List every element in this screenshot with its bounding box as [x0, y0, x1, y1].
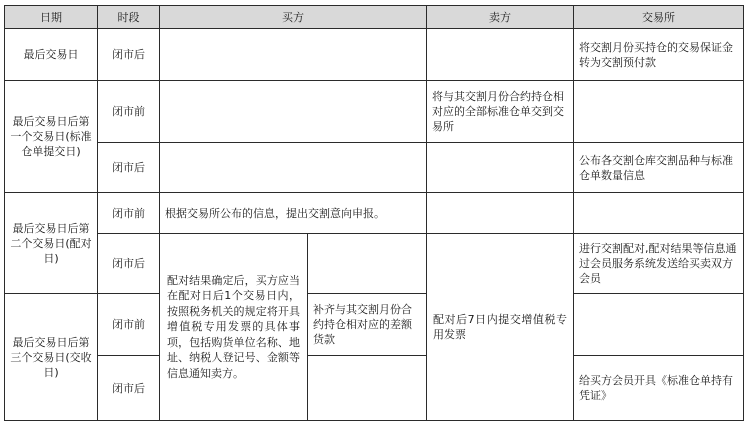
header-seller: 卖方: [427, 6, 574, 29]
table-row: [5, 294, 744, 356]
table-row: [5, 356, 744, 421]
exchange-cell: [574, 81, 744, 143]
header-exchange: 交易所: [574, 6, 744, 29]
buyer-cell: [160, 29, 427, 81]
delivery-schedule-table: [4, 5, 744, 421]
exchange-cell: [574, 193, 744, 234]
date-cell-last-trading-day: 最后交易日: [5, 29, 98, 81]
session-cell: 闭市前: [98, 193, 160, 234]
exchange-cell: 进行交割配对,配对结果等信息通过会员服务系统发送给买卖双方会员: [574, 234, 744, 294]
session-cell: 闭市后: [98, 143, 160, 193]
exchange-cell: [574, 294, 744, 356]
table-row: [5, 143, 744, 193]
buyer-notice-cell: 配对结果确定后，买方应当在配对日后1个交易日内，按照税务机关的规定将开具增值税专用发票的具体事项，包括购货单位名称、地址、纳税人登记号、金额等信息通知卖方。: [160, 234, 308, 421]
session-cell: 闭市后: [98, 234, 160, 294]
buyer-sub-cell: [308, 356, 427, 421]
buyer-cell: [160, 81, 427, 143]
header-date: 日期: [5, 6, 98, 29]
table-row: [5, 81, 744, 143]
seller-cell: 将与其交割月份合约持仓相对应的全部标准仓单交到交易所: [427, 81, 574, 143]
date-cell-day2: 最后交易日后第二个交易日(配对日): [5, 193, 98, 294]
session-cell: 闭市前: [98, 81, 160, 143]
header-buyer: 买方: [160, 6, 427, 29]
session-cell: 闭市前: [98, 294, 160, 356]
exchange-cell: 将交割月份买持仓的交易保证金转为交割预付款: [574, 29, 744, 81]
seller-invoice-cell: 配对后7日内提交增值税专用发票: [427, 234, 574, 421]
date-cell-day3: 最后交易日后第三个交易日(交收日): [5, 294, 98, 421]
seller-cell: [427, 193, 574, 234]
seller-cell: [427, 29, 574, 81]
exchange-cell: 给买方会员开具《标准仓单持有凭证》: [574, 356, 744, 421]
header-session: 时段: [98, 6, 160, 29]
table-row: [5, 234, 744, 294]
session-cell: 闭市后: [98, 29, 160, 81]
buyer-cell: [160, 143, 427, 193]
table-row: [5, 193, 744, 234]
exchange-cell: 公布各交割仓库交割品种与标准仓单数量信息: [574, 143, 744, 193]
date-cell-day1: 最后交易日后第一个交易日(标准仓单提交日): [5, 81, 98, 193]
buyer-sub-cell: 补齐与其交割月份合约持仓相对应的差额货款: [308, 294, 427, 356]
session-cell: 闭市后: [98, 356, 160, 421]
seller-cell: [427, 143, 574, 193]
buyer-sub-cell: [308, 234, 427, 294]
table-row: [5, 29, 744, 81]
buyer-cell: 根据交易所公布的信息，提出交割意向申报。: [160, 193, 427, 234]
header-row: [5, 6, 744, 29]
